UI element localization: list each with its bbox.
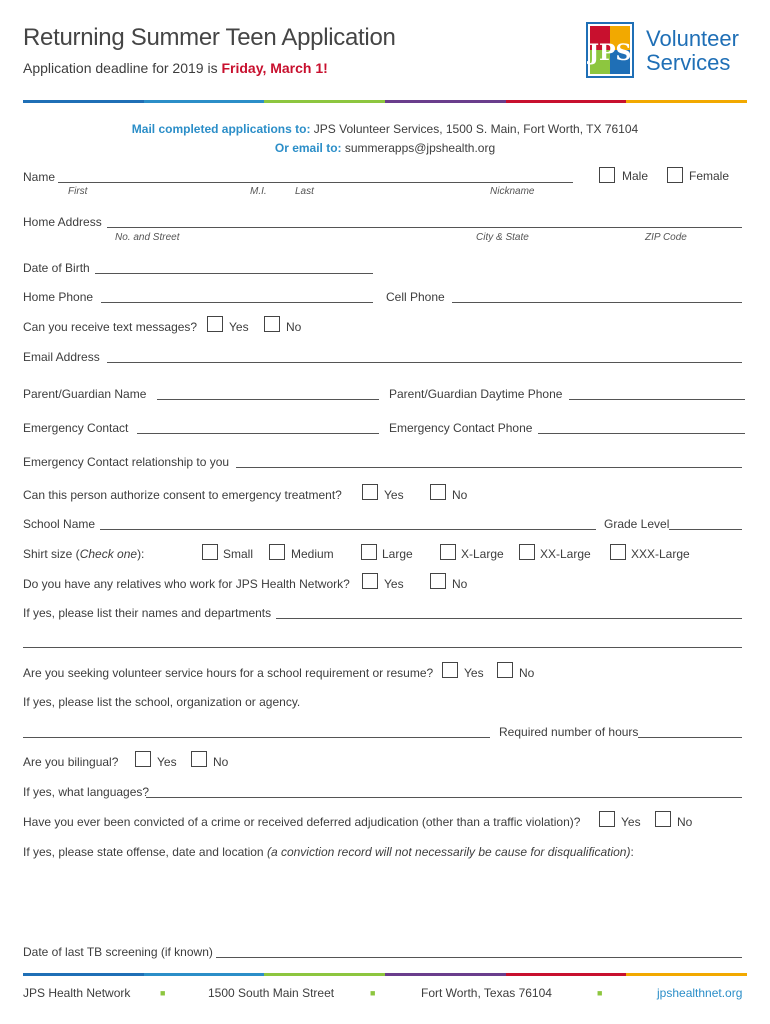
footer-separator: ■ bbox=[160, 988, 166, 998]
emergency-contact-label: Emergency Contact bbox=[23, 421, 129, 435]
hours-list-label: If yes, please list the school, organization or agency. bbox=[23, 695, 301, 709]
street-sublabel: No. and Street bbox=[115, 232, 180, 243]
footer-website-link[interactable]: jpshealthnet.org bbox=[657, 986, 743, 1000]
deadline-prefix: Application deadline for 2019 is bbox=[23, 60, 222, 76]
conviction-yes-checkbox[interactable] bbox=[599, 811, 615, 827]
grade-label: Grade Level bbox=[604, 517, 670, 531]
dob-field[interactable] bbox=[95, 273, 373, 274]
email-label: Email Address bbox=[23, 350, 100, 364]
bar-segment-green bbox=[264, 100, 385, 103]
page-header bbox=[0, 0, 770, 104]
footer-separator: ■ bbox=[370, 988, 376, 998]
male-checkbox[interactable] bbox=[599, 167, 615, 183]
guardian-field[interactable] bbox=[157, 399, 379, 400]
offense-prefix: If yes, please state offense, date and location bbox=[23, 845, 267, 859]
shirt-note: Check one bbox=[79, 547, 138, 561]
size-xlarge-label: X-Large bbox=[461, 547, 504, 561]
text-yes-label: Yes bbox=[229, 320, 249, 334]
bar-segment-gold bbox=[626, 100, 747, 103]
guardian-phone-label: Parent/Guardian Daytime Phone bbox=[389, 387, 563, 401]
bar-segment-blue bbox=[23, 973, 144, 976]
offense-field[interactable] bbox=[23, 862, 742, 934]
emergency-phone-label: Emergency Contact Phone bbox=[389, 421, 533, 435]
consent-yes-label: Yes bbox=[384, 488, 404, 502]
text-messages-question: Can you receive text messages? bbox=[23, 320, 198, 334]
bottom-color-bar bbox=[23, 973, 747, 976]
shirt-size-label bbox=[23, 547, 144, 561]
conviction-no-checkbox[interactable] bbox=[655, 811, 671, 827]
deadline-line bbox=[23, 60, 328, 76]
languages-label: If yes, what languages? bbox=[23, 785, 150, 799]
emergency-relationship-field[interactable] bbox=[236, 467, 742, 468]
dob-label: Date of Birth bbox=[23, 261, 90, 275]
relatives-question: Do you have any relatives who work for JPS Health Network? bbox=[23, 577, 350, 591]
footer-separator: ■ bbox=[597, 988, 603, 998]
relatives-list-field[interactable] bbox=[276, 618, 742, 619]
bilingual-no-label: No bbox=[213, 755, 229, 769]
hours-yes-label: Yes bbox=[464, 666, 484, 680]
last-sublabel: Last bbox=[295, 186, 314, 197]
mail-address: JPS Volunteer Services, 1500 S. Main, Fort Worth, TX 76104 bbox=[310, 122, 639, 136]
bilingual-question: Are you bilingual? bbox=[23, 755, 119, 769]
bilingual-yes-label: Yes bbox=[157, 755, 177, 769]
size-medium-label: Medium bbox=[291, 547, 334, 561]
tb-label: Date of last TB screening (if known) bbox=[23, 945, 213, 959]
consent-no-checkbox[interactable] bbox=[430, 484, 446, 500]
first-sublabel: First bbox=[68, 186, 88, 197]
size-xxlarge-checkbox[interactable] bbox=[519, 544, 535, 560]
hours-school-field[interactable] bbox=[23, 737, 490, 738]
home-phone-label: Home Phone bbox=[23, 290, 94, 304]
guardian-label: Parent/Guardian Name bbox=[23, 387, 147, 401]
relatives-yes-label: Yes bbox=[384, 577, 404, 591]
bilingual-no-checkbox[interactable] bbox=[191, 751, 207, 767]
email-instruction bbox=[0, 141, 770, 155]
size-large-label: Large bbox=[382, 547, 413, 561]
logo-mark-text: JPS bbox=[588, 40, 632, 66]
relatives-no-checkbox[interactable] bbox=[430, 573, 446, 589]
text-no-checkbox[interactable] bbox=[264, 316, 280, 332]
offense-end: : bbox=[630, 845, 634, 859]
consent-question: Can this person authorize consent to emergency treatment? bbox=[23, 488, 342, 502]
email-field[interactable] bbox=[107, 362, 742, 363]
mi-sublabel: M.I. bbox=[250, 186, 267, 197]
name-label: Name bbox=[23, 170, 56, 184]
size-large-checkbox[interactable] bbox=[361, 544, 377, 560]
size-small-label: Small bbox=[223, 547, 254, 561]
city-state-sublabel: City & State bbox=[476, 232, 529, 243]
nickname-sublabel: Nickname bbox=[490, 186, 535, 197]
logo-line2: Services bbox=[646, 50, 731, 75]
email-address: summerapps@jpshealth.org bbox=[341, 141, 496, 155]
mail-label: Mail completed applications to: bbox=[131, 122, 311, 136]
home-address-field[interactable] bbox=[107, 227, 742, 228]
tb-field[interactable] bbox=[216, 957, 742, 958]
name-field[interactable] bbox=[58, 182, 573, 183]
hours-question: Are you seeking volunteer service hours for a school requirement or resume? bbox=[23, 666, 434, 680]
bilingual-yes-checkbox[interactable] bbox=[135, 751, 151, 767]
school-field[interactable] bbox=[100, 529, 596, 530]
bar-segment-purple bbox=[385, 100, 506, 103]
size-medium-checkbox[interactable] bbox=[269, 544, 285, 560]
cell-phone-label: Cell Phone bbox=[386, 290, 445, 304]
size-xxxlarge-checkbox[interactable] bbox=[610, 544, 626, 560]
relatives-no-label: No bbox=[452, 577, 468, 591]
female-checkbox[interactable] bbox=[667, 167, 683, 183]
offense-label bbox=[23, 845, 634, 859]
size-small-checkbox[interactable] bbox=[202, 544, 218, 560]
school-label: School Name bbox=[23, 517, 96, 531]
zip-sublabel: ZIP Code bbox=[645, 232, 687, 243]
size-xlarge-checkbox[interactable] bbox=[440, 544, 456, 560]
cell-phone-field[interactable] bbox=[452, 302, 742, 303]
bar-segment-purple bbox=[385, 973, 506, 976]
conviction-question: Have you ever been convicted of a crime or received deferred adjudication (other than a traffic violation)? bbox=[23, 815, 581, 829]
home-phone-field[interactable] bbox=[101, 302, 373, 303]
bar-segment-red bbox=[506, 100, 627, 103]
languages-field[interactable] bbox=[146, 797, 742, 798]
home-address-label: Home Address bbox=[23, 215, 102, 229]
offense-note: (a conviction record will not necessarily be cause for disqualification) bbox=[266, 845, 631, 859]
text-no-label: No bbox=[286, 320, 302, 334]
bar-segment-blue bbox=[23, 100, 144, 103]
relatives-list-label: If yes, please list their names and departments bbox=[23, 606, 272, 620]
guardian-phone-field[interactable] bbox=[569, 399, 745, 400]
bar-segment-lightblue bbox=[144, 973, 265, 976]
top-color-bar bbox=[23, 100, 747, 103]
bar-segment-red bbox=[506, 973, 627, 976]
hours-no-label: No bbox=[519, 666, 535, 680]
consent-yes-checkbox[interactable] bbox=[362, 484, 378, 500]
jps-volunteer-logo bbox=[586, 22, 746, 80]
grade-field[interactable] bbox=[669, 529, 742, 530]
jps-logo-icon bbox=[586, 22, 634, 78]
emergency-contact-field[interactable] bbox=[137, 433, 379, 434]
emergency-phone-field[interactable] bbox=[538, 433, 745, 434]
bar-segment-green bbox=[264, 973, 385, 976]
email-label: Or email to: bbox=[274, 141, 342, 155]
conviction-yes-label: Yes bbox=[621, 815, 641, 829]
consent-no-label: No bbox=[452, 488, 468, 502]
mail-instruction bbox=[0, 122, 770, 136]
footer-address: 1500 South Main Street bbox=[208, 986, 335, 1000]
hours-yes-checkbox[interactable] bbox=[442, 662, 458, 678]
male-label: Male bbox=[622, 169, 649, 183]
hours-required-label: Required number of hours bbox=[499, 725, 639, 739]
footer-city: Fort Worth, Texas 76104 bbox=[421, 986, 552, 1000]
page-footer bbox=[0, 986, 770, 1006]
logo-wordmark bbox=[646, 27, 739, 75]
size-xxlarge-label: XX-Large bbox=[540, 547, 591, 561]
text-yes-checkbox[interactable] bbox=[207, 316, 223, 332]
hours-no-checkbox[interactable] bbox=[497, 662, 513, 678]
relatives-list-field-2[interactable] bbox=[23, 647, 742, 648]
deadline-date: Friday, March 1! bbox=[221, 60, 328, 76]
size-xxxlarge-label: XXX-Large bbox=[631, 547, 690, 561]
hours-required-field[interactable] bbox=[638, 737, 742, 738]
relatives-yes-checkbox[interactable] bbox=[362, 573, 378, 589]
bar-segment-gold bbox=[626, 973, 747, 976]
shirt-label: Shirt size ( bbox=[23, 547, 80, 561]
female-label: Female bbox=[689, 169, 730, 183]
logo-line1: Volunteer bbox=[646, 26, 739, 51]
emergency-relationship-label: Emergency Contact relationship to you bbox=[23, 455, 230, 469]
page-title: Returning Summer Teen Application bbox=[23, 24, 396, 51]
footer-org: JPS Health Network bbox=[23, 986, 131, 1000]
shirt-label-end: ): bbox=[137, 547, 145, 561]
conviction-no-label: No bbox=[677, 815, 693, 829]
bar-segment-lightblue bbox=[144, 100, 265, 103]
